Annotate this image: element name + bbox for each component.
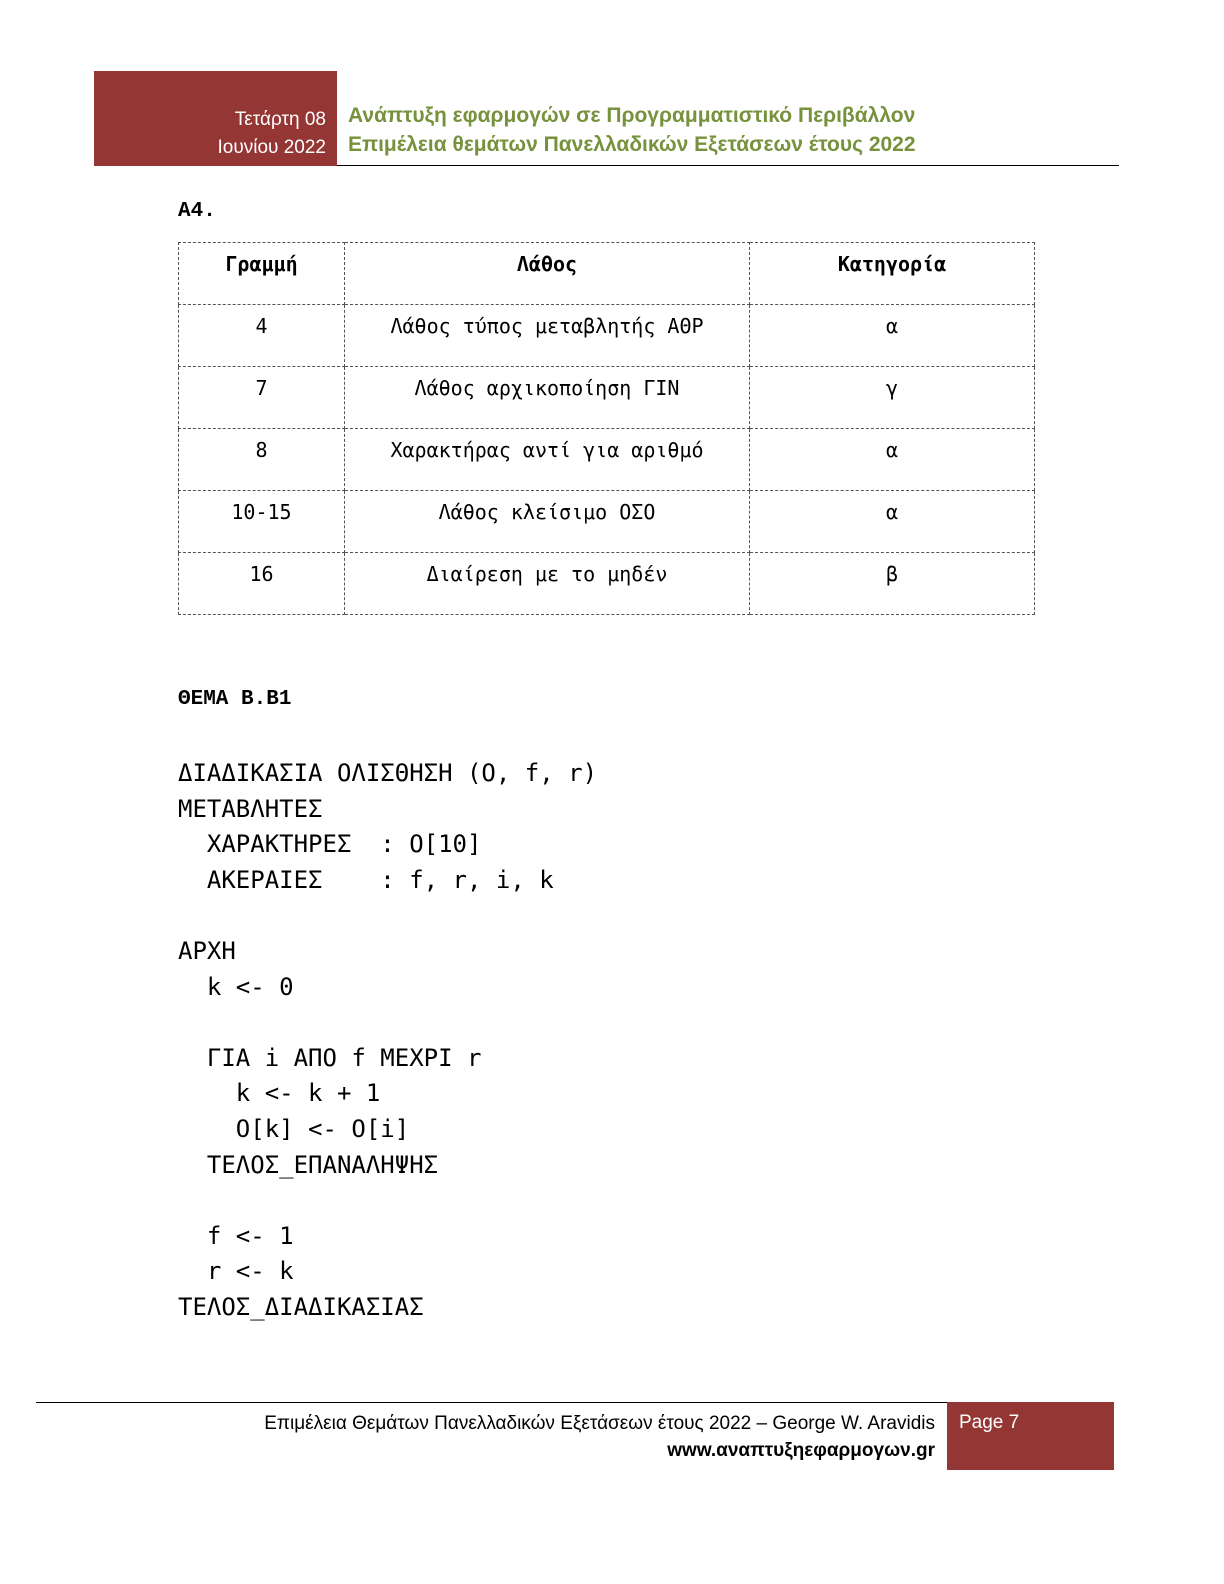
code-line: ΤΕΛΟΣ_ΕΠΑΝΑΛΗΨΗΣ	[178, 1150, 439, 1179]
cell-line: 7	[179, 367, 345, 429]
cell-line: 10-15	[179, 491, 345, 553]
code-line: k <- 0	[178, 972, 294, 1001]
errors-table	[178, 242, 1035, 615]
cell-category: α	[750, 429, 1035, 491]
b1-heading: ΘΕΜΑ Β.Β1	[178, 688, 292, 711]
code-line: r <- k	[178, 1257, 294, 1286]
cell-error: Λάθος κλείσιμο ΟΣΟ	[345, 491, 750, 553]
cell-error: Λάθος τύπος μεταβλητής ΑΘΡ	[345, 305, 750, 367]
code-line: ΑΚΕΡΑΙΕΣ : f, r, i, k	[178, 865, 554, 894]
code-line: ΑΡΧΗ	[178, 936, 236, 965]
cell-error: Χαρακτήρας αντί για αριθμό	[345, 429, 750, 491]
cell-error: Διαίρεση με το μηδέν	[345, 553, 750, 615]
code-line: f <- 1	[178, 1221, 294, 1250]
code-line	[178, 1183, 597, 1219]
cell-line: 8	[179, 429, 345, 491]
footer-divider	[36, 1402, 947, 1403]
code-line: ΓΙΑ i ΑΠΟ f ΜΕΧΡΙ r	[178, 1043, 482, 1072]
code-line: ΤΕΛΟΣ_ΔΙΑΔΙΚΑΣΙΑΣ	[178, 1292, 424, 1321]
code-line: ΧΑΡΑΚΤΗΡΕΣ : Ο[10]	[178, 830, 482, 859]
cell-category: α	[750, 305, 1035, 367]
header-divider	[337, 165, 1119, 166]
column-header-category: Κατηγορία	[750, 243, 1035, 305]
code-line: ΔΙΑΔΙΚΑΣΙΑ ΟΛΙΣΘΗΣΗ (Ο, f, r)	[178, 759, 598, 787]
table-row	[179, 553, 1035, 615]
table-row	[179, 429, 1035, 491]
table-header-row	[179, 243, 1035, 305]
column-header-line: Γραμμή	[179, 243, 345, 305]
header-date-line1: Τετάρτη 08	[234, 109, 326, 130]
cell-error: Λάθος αρχικοποίηση ΓΙΝ	[345, 367, 750, 429]
page-number: Page 7	[959, 1412, 1020, 1433]
code-line: O[k] <- O[i]	[178, 1114, 410, 1143]
table-row	[179, 305, 1035, 367]
footer-credit: Επιμέλεια Θεμάτων Πανελλαδικών Εξετάσεων έτους 2022 – George W. Aravidis	[264, 1413, 935, 1434]
code-line: ΜΕΤΑΒΛΗΤΕΣ	[178, 794, 323, 823]
page-number-box	[947, 1402, 1114, 1470]
code-line	[178, 898, 597, 934]
cell-category: α	[750, 491, 1035, 553]
table-row	[179, 367, 1035, 429]
footer-url: www.αναπτυξηεφαρμογων.gr	[667, 1440, 935, 1461]
code-line	[178, 1005, 597, 1041]
cell-category: β	[750, 553, 1035, 615]
header-title-line2: Επιμέλεια θεμάτων Πανελλαδικών Εξετάσεων έτους 2022	[348, 133, 916, 156]
header-title-line1: Ανάπτυξη εφαρμογών σε Προγραμματιστικό Περιβάλλον	[348, 104, 916, 127]
header-title	[348, 101, 916, 159]
a4-heading: Α4.	[178, 200, 216, 223]
cell-line: 4	[179, 305, 345, 367]
cell-category: γ	[750, 367, 1035, 429]
column-header-error: Λάθος	[345, 243, 750, 305]
footer-text	[264, 1410, 935, 1464]
code-block	[178, 756, 597, 1326]
code-line: k <- k + 1	[178, 1079, 381, 1108]
table-row	[179, 491, 1035, 553]
header-date-box	[94, 71, 337, 166]
header-date-line2: Ιουνίου 2022	[217, 137, 326, 158]
cell-line: 16	[179, 553, 345, 615]
